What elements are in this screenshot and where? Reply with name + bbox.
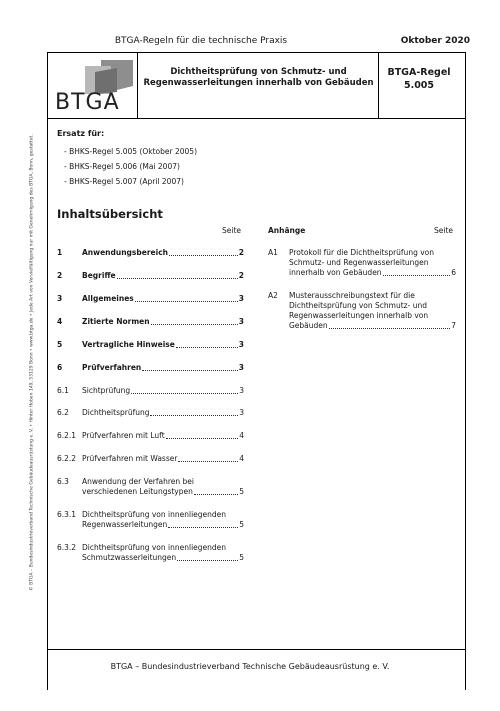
document-title-line: Regenwasserleitungen innerhalb von Gebäuden	[143, 78, 374, 88]
annex-number: A1	[268, 248, 278, 257]
toc-page-column-label: Seite	[222, 226, 242, 235]
document-title	[140, 67, 377, 89]
toc-entry-title: Prüfverfahren mit Wasser	[82, 454, 178, 463]
toc-entry-title: Allgemeines	[82, 294, 134, 303]
toc-entry-number: 6.2.2	[57, 454, 77, 463]
toc-entry-title: Regenwasserleitungen	[82, 520, 168, 529]
toc-entry-number: 3	[57, 294, 63, 303]
toc-entry-title: Anwendung der Verfahren bei	[82, 477, 195, 486]
number-divider-line	[378, 52, 379, 119]
toc-entry-title: Zitierte Normen	[82, 317, 150, 326]
series-title: BTGA-Regeln für die technische Praxis	[114, 36, 288, 46]
rule-label: BTGA-Regel	[387, 67, 451, 78]
toc-entry-title: Dichtheitsprüfung von innenliegenden	[82, 543, 227, 552]
frame-right-line	[465, 52, 466, 690]
header-divider-line	[47, 118, 466, 119]
toc-entry-number: 4	[57, 317, 63, 326]
toc-heading: Inhaltsübersicht	[57, 207, 163, 221]
logo-text: BTGA	[55, 90, 120, 115]
frame-left-line	[47, 52, 48, 690]
toc-entry-page: 5	[239, 487, 244, 496]
annex-title: Schmutz- und Regenwasserleitungen	[289, 258, 429, 267]
toc-entry[interactable]	[57, 543, 244, 563]
rule-number: 5.005	[403, 80, 435, 91]
replacement-item: - BHKS-Regel 5.005 (Oktober 2005)	[64, 147, 198, 156]
toc-entry-number: 6.1	[57, 386, 69, 395]
toc-entry-number: 6.3	[57, 477, 69, 486]
toc-entry-title: Dichtheitsprüfung von innenliegenden	[82, 510, 227, 519]
replacement-item: - BHKS-Regel 5.007 (April 2007)	[64, 177, 184, 186]
replacement-label: Ersatz für:	[57, 129, 105, 138]
annex-title: Regenwasserleitungen innerhalb von	[289, 311, 429, 320]
annex-page: 6	[451, 268, 456, 277]
document-title-line: Dichtheitsprüfung von Schmutz- und	[170, 67, 347, 77]
toc-entry-number: 6.2.1	[57, 431, 77, 440]
annex-page-column-label: Seite	[434, 226, 454, 235]
toc-entry-number: 2	[57, 271, 63, 280]
toc-entry-page: 3	[238, 317, 244, 326]
toc-entry[interactable]	[57, 477, 244, 497]
toc-entry-title: Begriffe	[82, 271, 116, 280]
annex-entry[interactable]	[268, 248, 456, 278]
rule-number-block	[380, 66, 458, 92]
toc-entry-title: verschiedenen Leitungstypen	[82, 487, 193, 496]
toc-entry-title: Sichtprüfung	[82, 386, 131, 395]
toc-entry-number: 5	[57, 340, 63, 349]
toc-entry-title: Vertragliche Hinweise	[82, 340, 175, 349]
copyright-side-note: © BTGA – Bundesindustrieverband Technische Gebäudeausrüstung e. V. • Hinter Hoben 149, 53129 Bonn • www.btga.de • Jede Art von Vervielfältigung nur mit Genehmigung des BTGA, Bonn, gestattet.	[29, 134, 35, 591]
replacement-item: - BHKS-Regel 5.006 (Mai 2007)	[64, 162, 180, 171]
toc-entry-title: Prüfverfahren	[82, 363, 142, 372]
toc-entry-page: 2	[238, 271, 244, 280]
toc-entry-page: 3	[238, 363, 244, 372]
footer-divider-line	[47, 649, 466, 650]
toc-entry-number: 6.3.2	[57, 543, 77, 552]
annex-number: A2	[268, 291, 278, 300]
toc-entry-title: Dichtheitsprüfung	[82, 408, 150, 417]
frame-top-line	[47, 52, 466, 53]
annex-page: 7	[451, 321, 456, 330]
toc-entry-title: Prüfverfahren mit Luft	[82, 431, 165, 440]
toc-entry-number: 6.2	[57, 408, 69, 417]
toc-entry-page: 3	[238, 294, 244, 303]
toc-entry-title: Schmutzwasserleitungen	[82, 553, 177, 562]
toc-entry-page: 4	[239, 454, 244, 463]
toc-entry-page: 4	[239, 431, 244, 440]
annex-entry[interactable]	[268, 291, 456, 331]
toc-entry-page: 5	[239, 520, 244, 529]
toc-entry-page: 3	[239, 386, 244, 395]
toc-entry-title: Anwendungsbereich	[82, 248, 168, 257]
toc-entry-page: 3	[239, 408, 244, 417]
annex-title: Gebäuden	[289, 321, 328, 330]
annex-title: innerhalb von Gebäuden	[289, 268, 382, 277]
annex-title: Protokoll für die Dichtheitsprüfung von	[289, 248, 434, 257]
toc-entry-page: 5	[239, 553, 244, 562]
annex-title: Musterausschreibungstext für die	[289, 291, 415, 300]
toc-entry-number: 1	[57, 248, 63, 257]
toc-entry-number: 6.3.1	[57, 510, 77, 519]
toc-entry-page: 3	[238, 340, 244, 349]
publication-date: Oktober 2020	[400, 36, 470, 46]
logo-divider-line	[137, 52, 138, 119]
footer-text: BTGA – Bundesindustrieverband Technische Gebäudeausrüstung e. V.	[110, 662, 390, 671]
toc-entry[interactable]	[57, 510, 244, 530]
annex-title: Dichtheitsprüfung von Schmutz- und	[289, 301, 427, 310]
toc-entry-page: 2	[238, 248, 244, 257]
annex-column-label: Anhänge	[268, 226, 306, 235]
toc-entry-number: 6	[57, 363, 63, 372]
